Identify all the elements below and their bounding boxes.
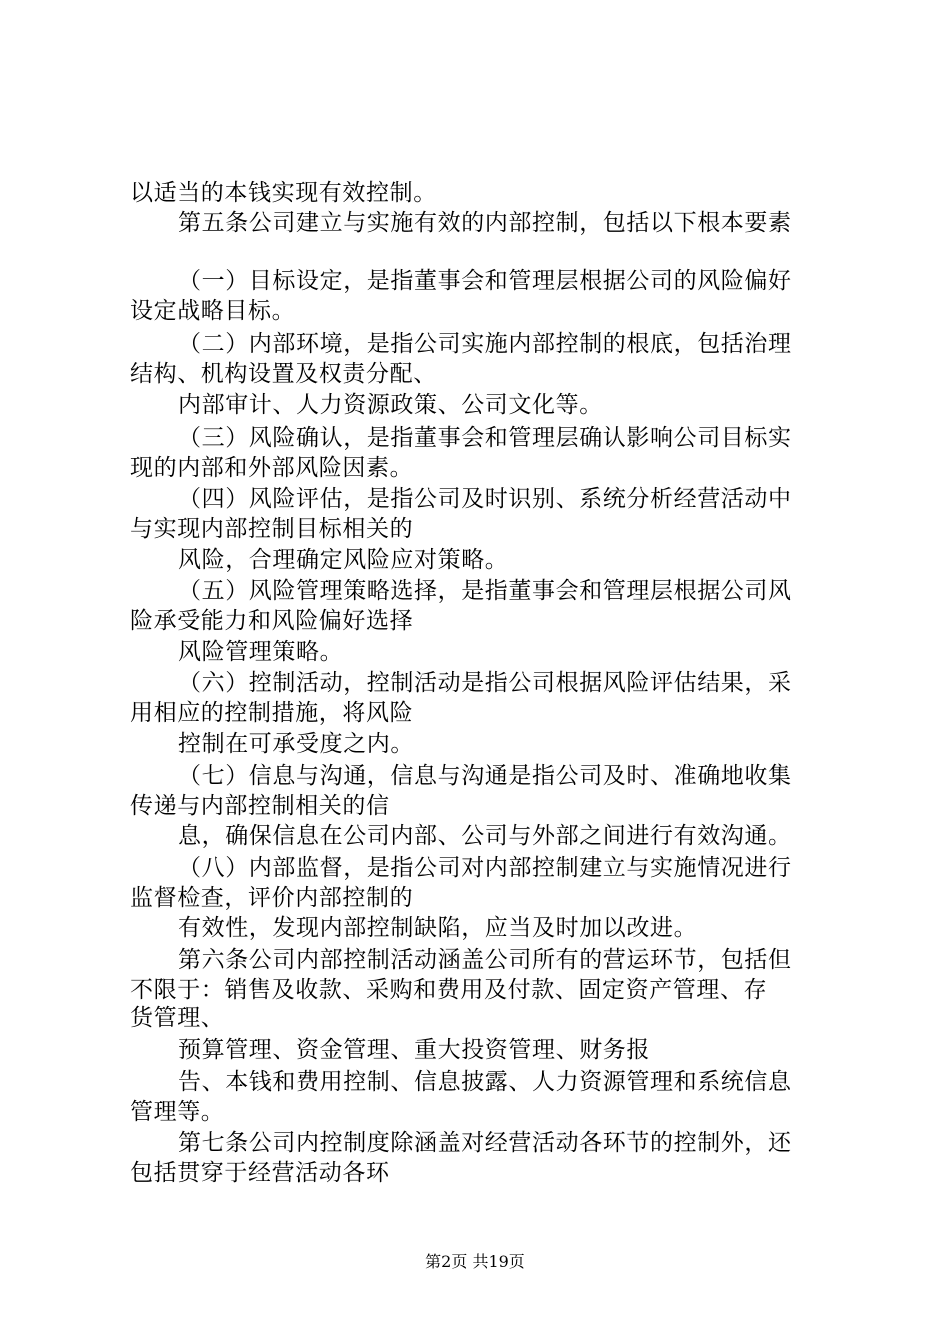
text-line: （七）信息与沟通，信息与沟通是指公司及时、准确地收集 xyxy=(178,763,792,789)
text-line: （八）内部监督，是指公司对内部控制建立与实施情况进行 xyxy=(178,855,792,881)
text-line: 与实现内部控制目标相关的 xyxy=(130,516,414,542)
text-line: 不限于：销售及收款、采购和费用及付款、固定资产管理、存 xyxy=(130,977,768,1003)
text-line: 用相应的控制措施，将风险 xyxy=(130,700,414,726)
text-line: 现的内部和外部风险因素。 xyxy=(130,455,414,481)
text-line: 险承受能力和风险偏好选择 xyxy=(130,608,414,634)
text-line: 预算管理、资金管理、重大投资管理、财务报 xyxy=(178,1037,650,1063)
text-line: 包括贯穿于经营活动各环 xyxy=(130,1160,390,1186)
text-line: （六）控制活动，控制活动是指公司根据风险评估结果，采 xyxy=(178,670,792,696)
text-line: 第五条公司建立与实施有效的内部控制，包括以下根本要素 xyxy=(178,210,792,236)
text-line: 以适当的本钱实现有效控制。 xyxy=(130,180,437,206)
text-line: 有效性，发现内部控制缺陷，应当及时加以改进。 xyxy=(178,915,698,941)
text-line: （五）风险管理策略选择，是指董事会和管理层根据公司风 xyxy=(178,578,792,604)
text-line: 监督检查，评价内部控制的 xyxy=(130,885,414,911)
text-line: （三）风险确认，是指董事会和管理层确认影响公司目标实 xyxy=(178,425,792,451)
text-line: 控制在可承受度之内。 xyxy=(178,731,414,757)
text-line: （四）风险评估，是指公司及时识别、系统分析经营活动中 xyxy=(178,486,792,512)
text-line: 风险，合理确定风险应对策略。 xyxy=(178,547,509,573)
text-line: 告、本钱和费用控制、信息披露、人力资源管理和系统信息 xyxy=(178,1069,792,1095)
text-line: 风险管理策略。 xyxy=(178,639,344,665)
text-line: 传递与内部控制相关的信 xyxy=(130,793,390,819)
text-line: 设定战略目标。 xyxy=(130,298,296,324)
text-line: 息，确保信息在公司内部、公司与外部之间进行有效沟通。 xyxy=(178,823,792,849)
text-line: （二）内部环境，是指公司实施内部控制的根底，包括治理 xyxy=(178,331,792,357)
text-line: 结构、机构设置及权责分配、 xyxy=(130,361,437,387)
text-line: 货管理、 xyxy=(130,1005,225,1031)
text-line: 第六条公司内部控制活动涵盖公司所有的营运环节，包括但 xyxy=(178,947,792,973)
text-line: 内部审计、人力资源政策、公司文化等。 xyxy=(178,392,603,418)
text-line: 管理等。 xyxy=(130,1099,225,1125)
text-line: 第七条公司内控制度除涵盖对经营活动各环节的控制外，还 xyxy=(178,1130,792,1156)
page-number-footer: 第2页 共19页 xyxy=(425,1252,525,1271)
text-line: （一）目标设定，是指董事会和管理层根据公司的风险偏好 xyxy=(178,268,792,294)
